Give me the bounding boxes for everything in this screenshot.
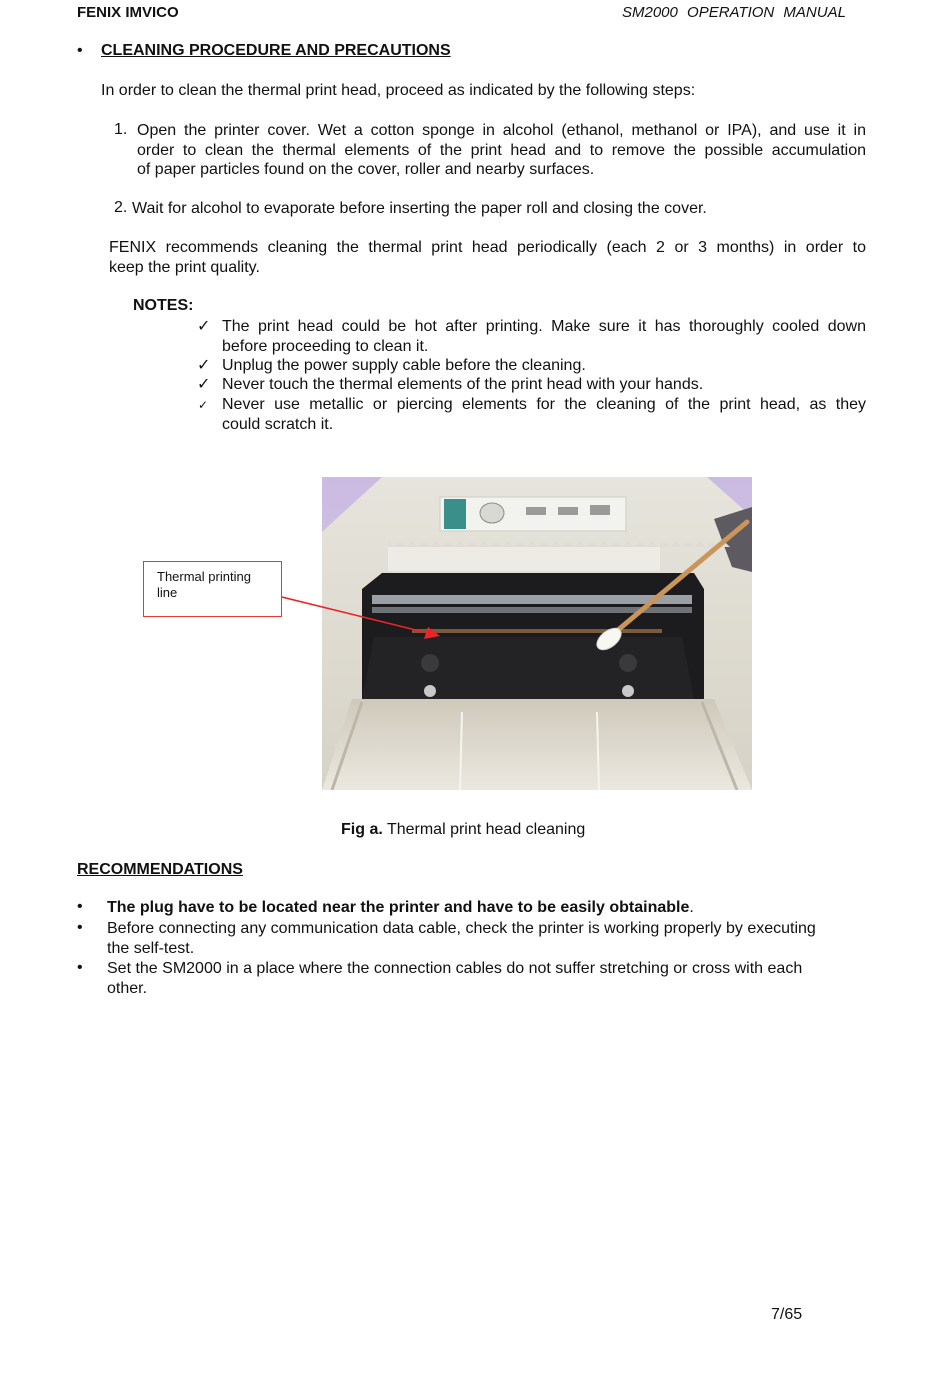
section-bullet: • [77,42,83,59]
recommend-paragraph [109,238,866,277]
recommend-line-2: keep the print quality. [109,258,260,276]
check-icon: ✓ [197,376,211,393]
note-4-line-2: could scratch it. [222,415,334,433]
recommendation-2 [107,919,887,959]
step-1-number: 1. [114,121,128,138]
note-1-line-2: before proceeding to clean it. [222,337,429,355]
check-icon: ✓ [198,398,209,412]
section-title: CLEANING PROCEDURE AND PRECAUTIONS [101,42,451,59]
check-icon: ✓ [197,318,211,335]
notes-title: NOTES: [133,297,194,314]
note-3: Never touch the thermal elements of the print head with your hands. [222,376,704,393]
figure-caption [341,821,585,839]
callout-arrow-icon [282,595,442,640]
callout-line-2: line [157,585,178,600]
note-1 [222,317,866,356]
note-4 [222,395,866,434]
step-1-line-1: Open the printer cover. Wet a cotton sponge in alcohol (ethanol, methanol or IPA), and use it in [137,122,866,139]
bullet-icon: • [77,898,83,915]
step-2-number: 2. [114,199,128,216]
recommend-line-1: FENIX recommends cleaning the thermal print head periodically (each 2 or 3 months) in order to [109,239,866,256]
thermal-printing-line-callout [143,561,282,617]
recommendation-3-line-1: Set the SM2000 in a place where the connection cables do not suffer stretching or cross with each [107,960,803,977]
page-number: 7/65 [771,1306,803,1323]
step-1-line-2: order to clean the thermal elements of the print head and to remove the possible accumulation [137,141,866,159]
check-icon: ✓ [197,357,211,374]
bullet-icon: • [77,959,83,976]
recommendation-3-line-2: other. [107,980,148,997]
note-1-line-1: The print head could be hot after printing. Make sure it has thoroughly cooled down [222,318,866,335]
caption-label: Fig a. [341,821,383,838]
header-company: FENIX IMVICO [77,4,179,21]
callout-line-1: Thermal printing [157,569,251,584]
recommendation-3 [107,959,887,999]
recommendation-2-line-1: Before connecting any communication data cable, check the printer is working properly by executing [107,920,816,937]
note-4-line-1: Never use metallic or piercing elements for the cleaning of the print head, as they [222,396,866,413]
header-manual-title: SM2000 OPERATION MANUAL [622,4,846,21]
caption-text: Thermal print head cleaning [386,821,586,838]
recommendation-1-bold: The plug have to be located near the printer and have to be easily obtainable [107,899,690,916]
recommendation-1-rest: . [689,899,694,916]
step-1-text [137,121,866,180]
recommendation-1 [107,898,694,918]
intro-text: In order to clean the thermal print head, proceed as indicated by the following steps: [101,82,696,99]
recommendation-2-line-2: the self-test. [107,940,195,957]
bullet-icon: • [77,919,83,936]
step-2-text: Wait for alcohol to evaporate before inserting the paper roll and closing the cover. [132,200,707,217]
note-2: Unplug the power supply cable before the cleaning. [222,357,586,374]
step-1-line-3: of paper particles found on the cover, roller and nearby surfaces. [137,161,595,179]
recommendations-title: RECOMMENDATIONS [77,861,243,878]
